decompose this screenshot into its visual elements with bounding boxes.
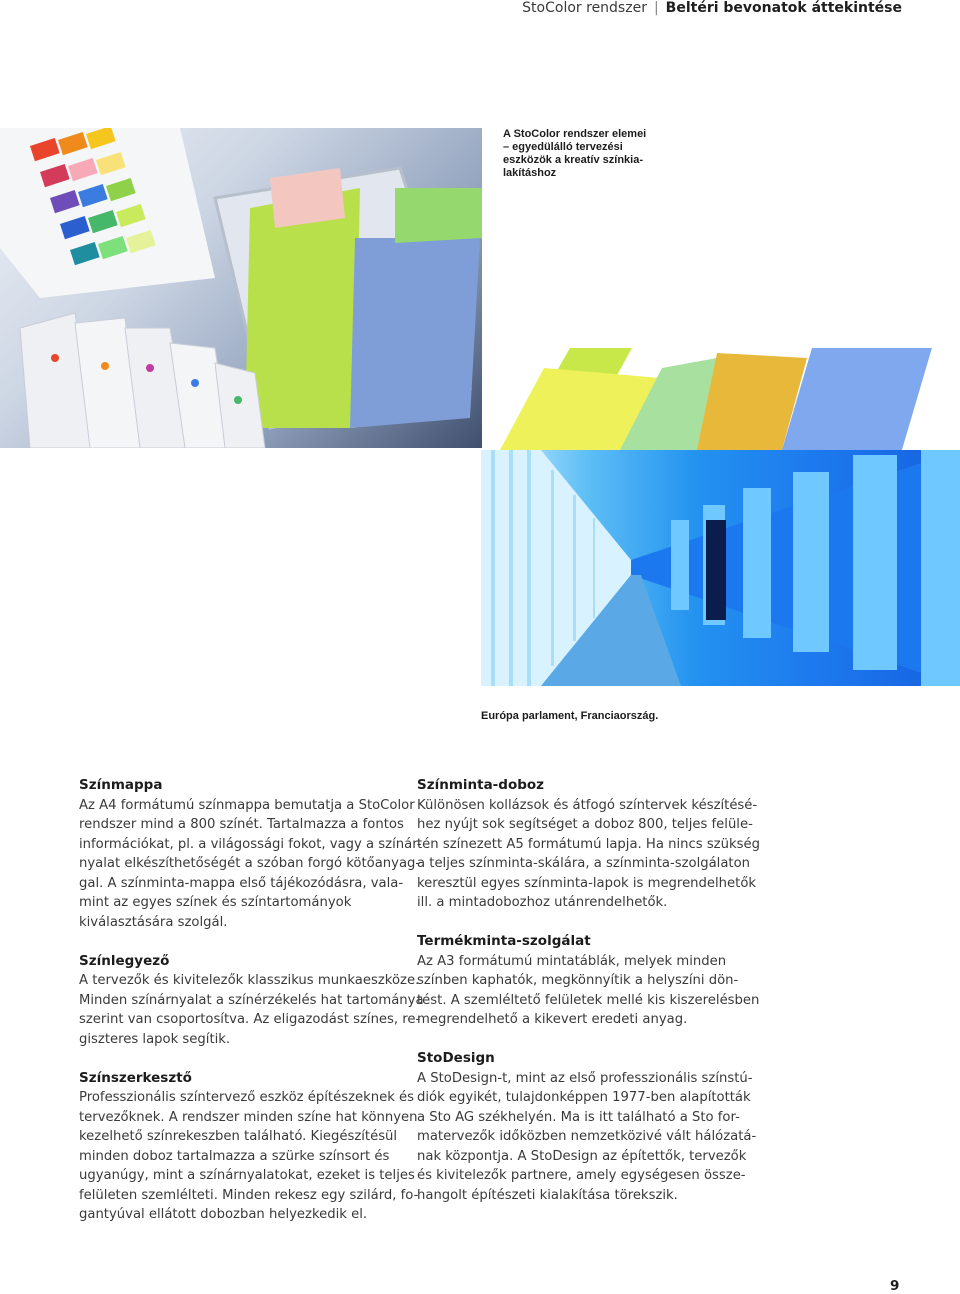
text-line: kiválasztására szolgál. xyxy=(79,914,228,930)
blue-card xyxy=(350,238,480,428)
corridor-illustration xyxy=(481,450,960,686)
text-line: ill. a mintadobozhoz utánrendelhetők. xyxy=(417,895,668,910)
text-line: tervezőknek. A rendszer minden színe hat könnyen xyxy=(79,1109,418,1125)
text-line: gantyúval ellátott dobozban helyezkedik el. xyxy=(79,1207,368,1222)
text-line: nak központja. A StoDesign az építettők, tervezők xyxy=(417,1148,747,1164)
section-title: Termékminta-szolgálat xyxy=(417,933,591,949)
text-line: színben kaphatók, megkönnyítik a helyszíni dön- xyxy=(417,973,739,988)
text-line: tést. A szemléltető felületek mellé kis kiszerelésben xyxy=(417,992,760,1008)
left-column xyxy=(79,776,424,1244)
header-title: Beltéri bevonatok áttekintése xyxy=(665,0,902,16)
fan-deck xyxy=(20,313,265,448)
section-title: Színlegyező xyxy=(79,952,170,969)
caption-line: – egyedülálló tervezési xyxy=(503,141,623,153)
pink-card xyxy=(270,168,345,228)
text-line: felületen szemlélteti. Minden rekesz egy szilárd, fo- xyxy=(79,1187,419,1203)
text-line: szerint van csoportosítva. Az eligazodást színes, re- xyxy=(79,1012,421,1027)
text-line: hangolt építészeti kialakítása törekszik. xyxy=(417,1187,678,1203)
section-title: Színmappa xyxy=(79,777,163,793)
section-title: StoDesign xyxy=(417,1050,495,1066)
text-line: Az A3 formátumú mintatáblák, melyek minden xyxy=(417,953,727,969)
text-line: Minden színárnyalat a színérzékelés hat tartománya xyxy=(79,992,424,1008)
section-termekminta-szolgalat xyxy=(417,932,760,1030)
section-szinszerkeszto xyxy=(79,1069,419,1225)
text-line: megrendelhető a kikevert eredeti anyag. xyxy=(417,1012,688,1027)
light-green-card xyxy=(395,188,482,243)
text-line: gal. A színminta-mappa első tájékozódásra, vala- xyxy=(79,875,404,891)
section-szinminta-doboz xyxy=(417,776,760,913)
section-szinlegyezo xyxy=(79,952,424,1050)
text-line: giszteres lapok segítik. xyxy=(79,1031,231,1047)
text-line: és kivitelezők partnere, amely egységesen össze- xyxy=(417,1168,746,1183)
color-cards-photo xyxy=(482,348,960,450)
swatches-illustration xyxy=(0,128,482,448)
section-title: Színminta-doboz xyxy=(417,777,545,793)
doorway xyxy=(706,520,726,620)
corridor-photo xyxy=(481,450,960,686)
text-line: ugyanúgy, mint a színárnyalatokat, ezeket is teljes xyxy=(79,1168,415,1183)
text-line: a teljes színminta-skálára, a színminta-szolgálaton xyxy=(417,856,751,871)
header-series: StoColor rendszer xyxy=(522,0,647,16)
text-line: a Sto AG székhelyén. Ma is itt található a Sto for- xyxy=(417,1109,740,1125)
text-line: kezelhető színrekeszben található. Kiegészítésül xyxy=(79,1129,398,1144)
swatches-photo xyxy=(0,128,482,448)
text-line: matervezők időközben nemzetközivé vált hálózatá- xyxy=(417,1129,757,1144)
section-stodesign xyxy=(417,1049,757,1205)
section-szinmappa xyxy=(79,776,422,932)
page-header xyxy=(522,0,902,16)
caption-line: eszközök a kreatív színkia- xyxy=(503,154,644,166)
text-line: nyalat elkészíthetőségét a szóban forgó kötőanyag- xyxy=(79,856,421,871)
caption-line: A StoColor rendszer elemei xyxy=(503,128,647,140)
right-column xyxy=(417,776,760,1225)
caption-swatches xyxy=(503,128,683,180)
text-line: információkat, pl. a világossági fokot, vagy a színár- xyxy=(79,836,422,852)
text-line: keresztül egyes színminta-lapok is megrendelhetők xyxy=(417,875,757,891)
text-line: Különösen kollázsok és átfogó színtervek készítésé- xyxy=(417,797,758,813)
text-line: hez nyújt sok segítséget a doboz 800, teljes felüle- xyxy=(417,817,753,832)
text-line: Az A4 formátumú színmappa bemutatja a StoColor xyxy=(79,797,415,813)
text-line: mint az egyes színek és színtartományok xyxy=(79,895,352,910)
text-line: rendszer mind a 800 színét. Tartalmazza a fontos xyxy=(79,817,404,832)
text-line: Professzionális színtervező eszköz építészeknek és xyxy=(79,1090,415,1105)
page-number: 9 xyxy=(890,1278,900,1294)
caption-corridor: Európa parlament, Franciaország. xyxy=(481,710,659,722)
section-title: Színszerkesztő xyxy=(79,1069,192,1086)
text-line: diók egyikét, tulajdonképpen 1977-ben alapították xyxy=(417,1090,751,1105)
text-line: minden doboz tartalmazza a szürke színsort és xyxy=(79,1148,390,1164)
text-line: tén színezett A5 formátumú lapja. Ha nincs szükség xyxy=(417,836,760,852)
color-cards-illustration xyxy=(482,348,960,450)
text-line: A StoDesign-t, mint az első professzionális színstú- xyxy=(417,1070,753,1086)
caption-line: lakításhoz xyxy=(503,167,557,179)
header-separator: | xyxy=(653,0,659,16)
text-line: A tervezők és kivitelezők klasszikus munkaeszköze. xyxy=(79,973,420,988)
